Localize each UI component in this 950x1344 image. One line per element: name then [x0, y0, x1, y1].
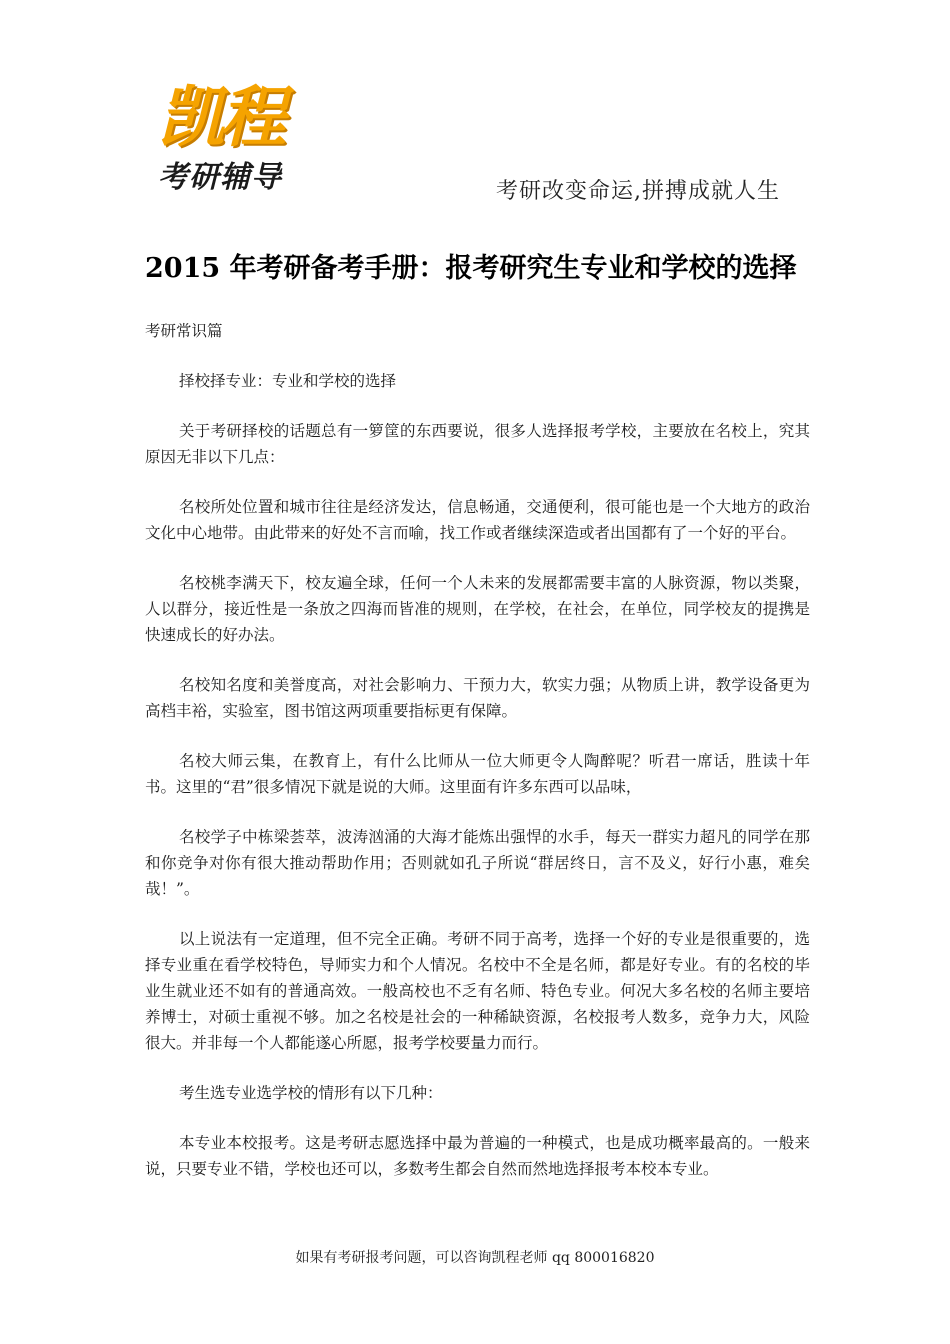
paragraph: 关于考研择校的话题总有一箩筐的东西要说，很多人选择报考学校，主要放在名校上，究其原因无非以下几点：: [145, 422, 810, 466]
paragraph: 本专业本校报考。这是考研志愿选择中最为普遍的一种模式，也是成功概率最高的。一般来说，只要专业不错，学校也还可以，多数考生都会自然而然地选择报考本校本专业。: [145, 1134, 810, 1178]
paragraph: 考生选专业选学校的情形有以下几种：: [179, 1084, 443, 1102]
document-body: [145, 318, 810, 1206]
subheading: 择校择专业：专业和学校的选择: [179, 372, 397, 390]
logo-subtitle: 考研辅导: [158, 160, 282, 195]
paragraph: 名校知名度和美誉度高，对社会影响力、干预力大，软实力强；从物质上讲，教学设备更为高档丰裕，实验室，图书馆这两项重要指标更有保障。: [145, 676, 810, 720]
page-footer: 如果有考研报考问题，可以咨询凯程老师 qq 800016820: [295, 1250, 655, 1266]
paragraph: 名校大师云集，在教育上，有什么比师从一位大师更令人陶醉呢？听君一席话，胜读十年书。这里的“君”很多情况下就是说的大师。这里面有许多东西可以品味，: [145, 752, 810, 796]
header-slogan: 考研改变命运,拼搏成就人生: [496, 179, 780, 204]
document-title: 2015 年考研备考手册：报考研究生专业和学校的选择: [145, 253, 797, 284]
paragraph: 名校学子中栋梁荟萃，波涛汹涌的大海才能炼出强悍的水手，每天一群实力超凡的同学在那和你竞争对你有很大推动帮助作用；否则就如孔子所说“群居终日，言不及义，好行小惠，难矣哉！”。: [145, 828, 810, 898]
paragraph: 以上说法有一定道理，但不完全正确。考研不同于高考，选择一个好的专业是很重要的，选择专业重在看学校特色，导师实力和个人情况。名校中不全是名师，都是好专业。有的名校的毕业生就业还不如有的普通高效。一般高校也不乏有名师、特色专业。何况大多名校的名师主要培养博士，对硕士重视不够。加之名校是社会的一种稀缺资源，名校报考人数多，竞争力大，风险很大。并非每一个人都能遂心所愿，报考学校要量力而行。: [145, 930, 810, 1052]
section-label: 考研常识篇: [145, 322, 223, 340]
kaicheng-logo: [150, 76, 300, 198]
logo-brand-block: [150, 76, 300, 158]
paragraph: 名校桃李满天下，校友遍全球，任何一个人未来的发展都需要丰富的人脉资源，物以类聚，人以群分，接近性是一条放之四海而皆准的规则，在学校，在社会，在单位，同学校友的提携是快速成长的好办法。: [145, 574, 810, 644]
logo-brand-text: 凯程: [158, 79, 282, 156]
paragraph: 名校所处位置和城市往往是经济发达，信息畅通，交通便利，很可能也是一个大地方的政治文化中心地带。由此带来的好处不言而喻，找工作或者继续深造或者出国都有了一个好的平台。: [145, 498, 810, 542]
